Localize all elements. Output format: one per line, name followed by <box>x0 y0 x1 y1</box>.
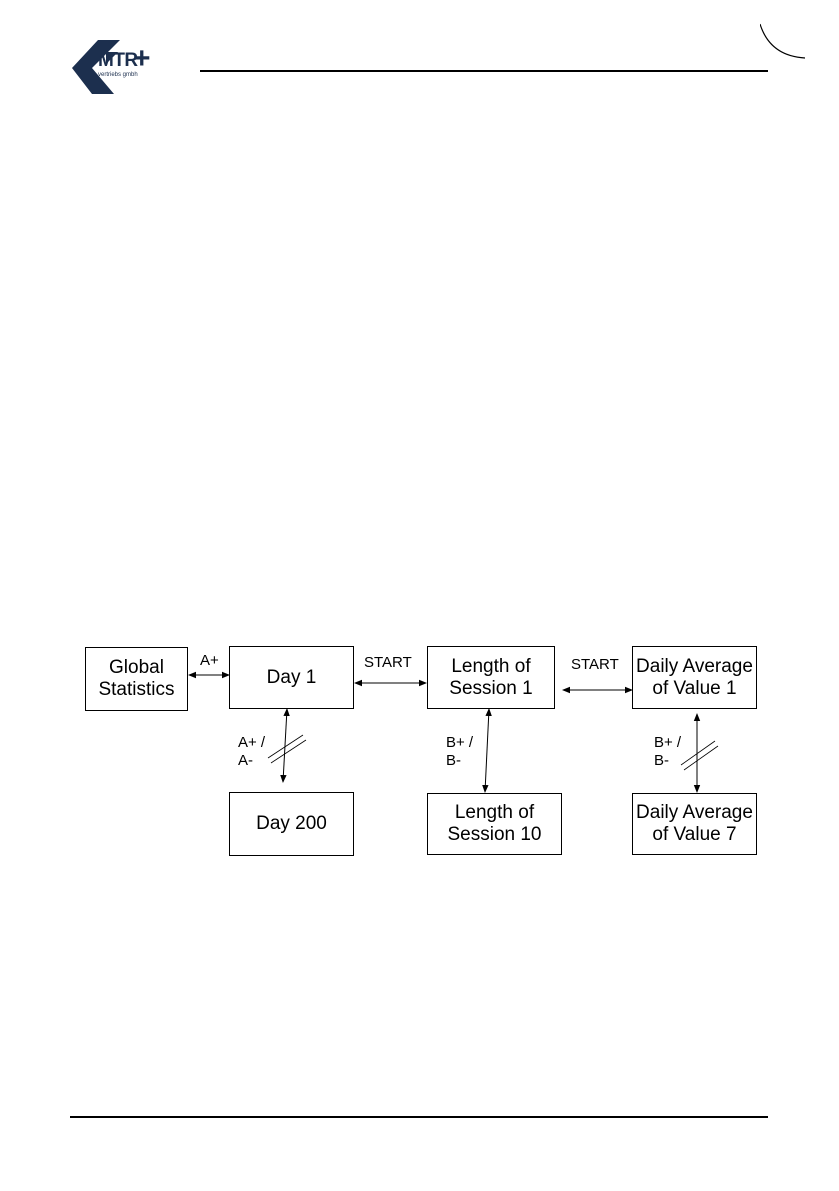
edge-label-start-2: START <box>571 656 619 673</box>
node-day-200: Day 200 <box>229 792 354 856</box>
edge-label-start-1: START <box>364 654 412 671</box>
edge-label-b-plus-minus-1: B+ / B- <box>446 734 474 769</box>
footer-rule <box>70 1116 768 1118</box>
node-length-session-10: Length of Session 10 <box>427 793 562 855</box>
node-daily-average-value-1: Daily Average of Value 1 <box>632 646 757 709</box>
edge-label-a-plus-minus: A+ / A- <box>238 734 266 769</box>
skip-mark-2b <box>684 746 718 770</box>
edge-label-b-plus-minus-2: B+ / B- <box>654 734 682 769</box>
skip-mark-2a <box>681 741 715 765</box>
skip-mark-1b <box>271 740 306 763</box>
node-day-1: Day 1 <box>229 646 354 709</box>
node-daily-average-value-7: Daily Average of Value 7 <box>632 793 757 855</box>
arrow-session1-session10 <box>485 709 489 792</box>
logo-subtext: vertriebs gmbh <box>98 72 138 78</box>
edge-label-a-plus: A+ <box>200 652 219 669</box>
logo-text: MTR <box>98 50 138 71</box>
node-length-session-1: Length of Session 1 <box>427 646 555 709</box>
node-global-statistics: Global Statistics <box>85 647 188 711</box>
logo-plus: + <box>133 42 151 75</box>
